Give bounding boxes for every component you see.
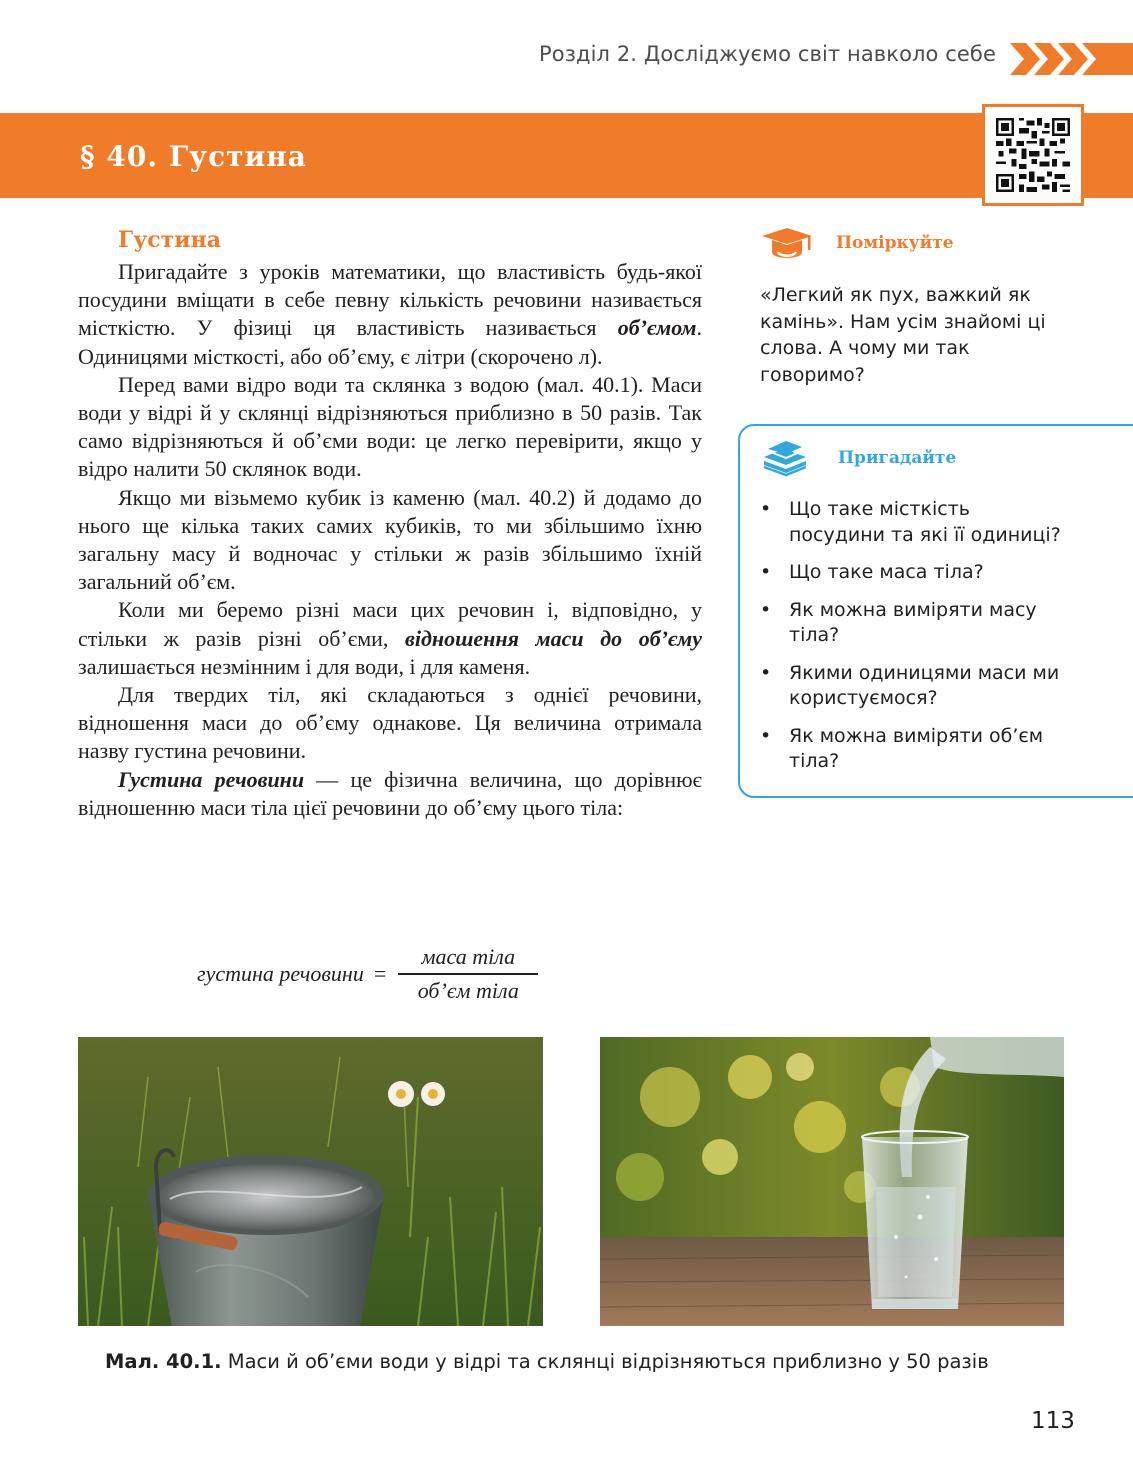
list-item: • Як можна виміряти масу тіла? bbox=[760, 598, 1065, 649]
figure-caption bbox=[105, 1350, 1040, 1373]
list-item: • Як можна виміряти об’єм тіла? bbox=[760, 724, 1065, 775]
list-item: • Якими одиницями маси ми користуємося? bbox=[760, 661, 1065, 712]
recall-list bbox=[760, 497, 1065, 787]
glass-photo bbox=[600, 1037, 1064, 1326]
bucket-photo bbox=[78, 1037, 543, 1326]
caption-text: Маси й об’єми води у відрі та склянці відрізняються приблизно у 50 разів bbox=[221, 1350, 989, 1373]
list-item: • Що таке маса тіла? bbox=[760, 560, 1065, 586]
formula-fraction bbox=[398, 944, 538, 1004]
paragraph: Якщо ми візьмемо кубик із каменю (мал. 40.2) й додамо до нього ще кілька таких самих кубиків, то ми збільшимо їхню загальну масу й водночас у стільки ж разів збільшимо їхній загальний об’єм. bbox=[78, 484, 702, 595]
list-item: • Що таке місткість посудини та які її одиниці? bbox=[760, 497, 1065, 548]
graduation-cap-icon bbox=[760, 228, 814, 264]
books-icon bbox=[760, 437, 810, 479]
paragraph: Для твердих тіл, які складаються з однієї речовини, відношення маси до об’єму однакове. Ця величина отримала назву густина речовини. bbox=[78, 682, 702, 764]
caption-label: Мал. 40.1. bbox=[105, 1350, 222, 1373]
density-formula bbox=[197, 944, 538, 1004]
formula-equals: = bbox=[373, 961, 387, 986]
running-header: Розділ 2. Досліджуємо світ навколо себе bbox=[538, 42, 996, 66]
think-text: «Легкий як пух, важкий як камінь». Нам усім знайомі ці слова. А чому ми так говоримо? bbox=[760, 284, 1046, 386]
recall-label: Пригадайте bbox=[838, 448, 957, 468]
formula-lhs: густина речовини bbox=[197, 961, 364, 986]
page-number: 113 bbox=[1031, 1408, 1075, 1434]
paragraph: Перед вами відро води та склянка з водою (мал. 40.1). Маси води у відрі й у склянці відрізняються приблизно в 50 разів. Так само відрізняються й об’єми води: це легко перевірити, якщо у відро налити 50 склянок води. bbox=[78, 371, 702, 482]
formula-denominator: об’єм тіла bbox=[417, 977, 519, 1003]
formula-numerator: маса тіла bbox=[421, 944, 516, 970]
paragraph: Пригадайте з уроків математики, що властивість будь-якої посудини вміщати в себе певну кількість речовини називається місткістю. У фізиці ця властивість називається об’ємом. Одиницями місткості, або об’єму, є літри (скорочено л). bbox=[78, 259, 702, 369]
paragraph: Коли ми беремо різні маси цих речовин і, відповідно, у стільки ж разів різні об’єми, відношення маси до об’єму залишається незмінним і для води, і для каменя. bbox=[78, 597, 702, 679]
main-text bbox=[78, 258, 702, 822]
qr-code-icon bbox=[996, 118, 1070, 192]
qr-code[interactable] bbox=[982, 104, 1084, 206]
page-title: § 40. Густина bbox=[80, 140, 307, 173]
paragraph: Густина речовини — це фізична величина, що дорівнює відношенню маси тіла цієї речовини до об’єму цього тіла: bbox=[78, 766, 702, 820]
section-heading: Густина bbox=[118, 227, 221, 253]
chevron-arrows-icon bbox=[1010, 43, 1133, 75]
think-label: Поміркуйте bbox=[836, 233, 954, 253]
